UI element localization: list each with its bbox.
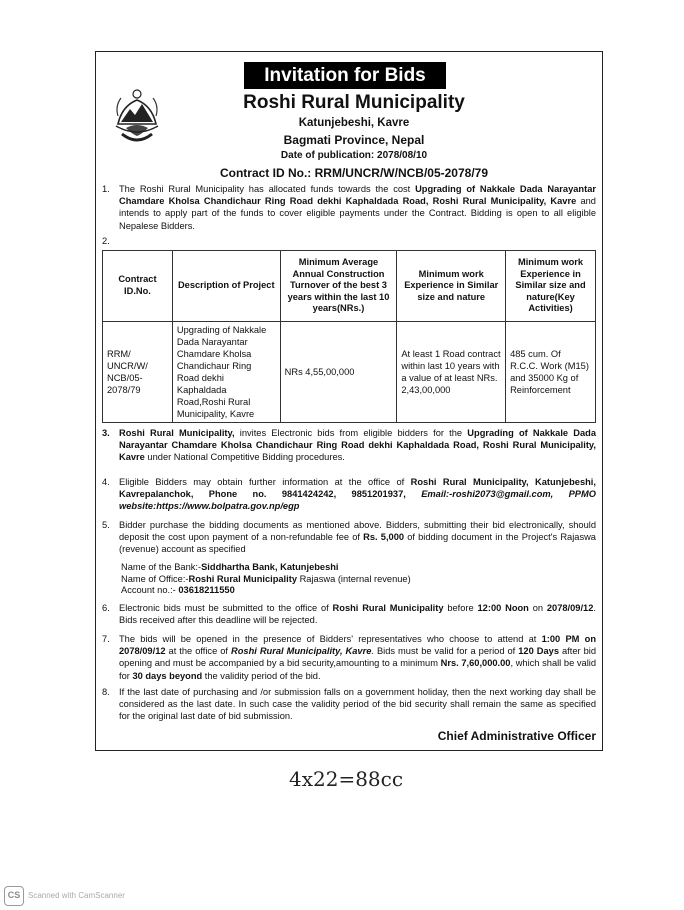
watermark-text: Scanned with CamScanner: [28, 891, 125, 900]
fee-amount: Rs. 5,000: [363, 532, 405, 543]
paragraph-number: 8.: [102, 687, 110, 697]
bank-details: [121, 562, 411, 597]
validity-period: 120 Days: [518, 646, 559, 657]
paragraph-number: 7.: [102, 634, 110, 644]
text: and intends to apply part of the funds to cover eligible payments under the Contract. Bidding is open to all eligible Nepalese Bidders.: [119, 196, 596, 231]
bid-notice: [95, 51, 603, 751]
email-website: Email:-roshi2073@gmail.com, PPMO website:https://www.bolpatra.gov.np/egp: [119, 489, 596, 512]
text: on: [528, 603, 547, 613]
paragraph-4: [102, 476, 596, 513]
paragraph-5: [102, 519, 596, 556]
project-name: Upgrading of Nakkale Dada Narayantar Chamdare Kholsa Chandichaur Ring Road dekhi Kaphaldada Road, Roshi Rural Municipality, Kavre: [119, 184, 596, 207]
column-header: Minimum work Experience in Similar size and nature(Key Activities): [506, 251, 596, 322]
camscanner-icon: CS: [4, 886, 24, 906]
text: If the last date of purchasing and /or submission falls on a government holiday, then the next working day shall be considered as the last date. In such case the validity period of the bid security shall remain the same as specified for the original last date of bid submission.: [119, 687, 596, 722]
bank-name: Siddhartha Bank, Katunjebeshi: [201, 562, 339, 572]
paragraph-1: [102, 183, 596, 232]
text: at the office of: [165, 646, 231, 657]
table-row: [103, 322, 596, 423]
text: under National Competitive Bidding procedures.: [144, 452, 345, 463]
paragraph-number: 1.: [102, 184, 110, 194]
text: 30 days beyond: [132, 670, 203, 681]
deadline-date: 2078/09/12: [546, 603, 594, 613]
text: The Roshi Rural Municipality has allocated funds towards the cost: [119, 184, 416, 194]
municipality-title: Roshi Rural Municipality: [243, 92, 465, 113]
column-header: Minimum Average Annual Construction Turnover of the best 3 years within the last 10 years(NRs.): [280, 251, 397, 322]
text: of bidding document in the Project's Rajaswa (revenue) account as specified: [119, 532, 596, 555]
paragraph-6: [102, 602, 596, 626]
text: Roshi Rural Municipality,: [119, 428, 235, 438]
paragraph-number: 4.: [102, 477, 110, 487]
text: [406, 489, 421, 499]
bid-security-amount: Nrs. 7,60,000.00: [440, 658, 511, 669]
text: Electronic bids must be submitted to the office of: [119, 603, 333, 613]
table-cell: NRs 4,55,00,000: [280, 322, 397, 423]
notice-banner: Invitation for Bids: [244, 62, 446, 89]
text: before: [443, 603, 478, 613]
paragraph-number: 3.: [102, 428, 110, 438]
paragraph-7: [102, 633, 596, 682]
project-name: Upgrading of Nakkale Dada Narayantar Chamdare Kholsa Chandichaur Ring Road dekhi Kaphaldada Road, Roshi Rural Municipality, Kavre: [119, 428, 596, 463]
paragraph-8: [102, 686, 596, 723]
label: Name of the Bank:-: [121, 562, 202, 572]
table-cell: Upgrading of Nakkale Dada Narayantar Chamdare Kholsa Chandichaur Ring Road dekhi Kaphaldada Road,Roshi Rural Municipality, Kavre: [172, 322, 280, 423]
deadline-time: 12:00 Noon: [477, 603, 529, 613]
table-cell: RRM/ UNCR/W/ NCB/05- 2078/79: [103, 322, 173, 423]
label: Name of Office:-: [121, 573, 189, 584]
table-cell: At least 1 Road contract within last 10 years with a value of at least NRs. 2,43,00,000: [397, 322, 506, 423]
table-cell: 485 cum. Of R.C.C. Work (M15) and 35000 Kg of Reinforcement: [506, 322, 596, 423]
bid-requirements-table: [102, 250, 596, 423]
paragraph-3: [102, 427, 596, 464]
opening-time: 1:00 PM on 2078/09/12: [119, 634, 597, 657]
text: Bidder purchase the bidding documents as mentioned above. Bidders, submitting their bid electronically, should deposit the cost upon payment of a non-refundable fee of: [119, 520, 596, 543]
label: Account no.:-: [121, 585, 179, 595]
text: Roshi Rural Municipality: [332, 603, 444, 613]
text: Rajaswa (internal revenue): [297, 573, 411, 584]
publication-date: Date of publication: 2078/08/10: [280, 150, 428, 161]
contract-id: Contract ID No.: RRM/UNCR/W/NCB/05-2078/79: [219, 166, 489, 180]
text: Roshi Rural Municipality, Kavre: [231, 646, 372, 657]
office-name: Roshi Rural Municipality: [188, 573, 297, 584]
signature-line: Chief Administrative Officer: [437, 729, 596, 743]
address-line: Katunjebeshi, Kavre: [298, 117, 410, 129]
account-number: 03618211550: [178, 585, 235, 595]
text: after bid opening and must be accompanied by a bid security,amounting to a minimum: [119, 646, 596, 669]
text: Eligible Bidders may obtain further information at the office of: [119, 477, 411, 487]
province-line: Bagmati Province, Nepal: [283, 133, 425, 147]
text: the validity period of the bid.: [202, 670, 321, 681]
text: invites Electronic bids from eligible bidders for the: [234, 428, 468, 438]
column-header: Description of Project: [172, 251, 280, 322]
paragraph-number: 5.: [102, 520, 110, 530]
paragraph-number: 2.: [102, 236, 110, 246]
column-header: Contract ID.No.: [103, 251, 173, 322]
table-header-row: [103, 251, 596, 322]
office-contact: Roshi Rural Municipality, Katunjebeshi, Kavrepalanchok, Phone no. 9841424242, 9851201937,: [119, 477, 596, 500]
text: . Bids received after this deadline will be rejected.: [119, 603, 596, 626]
handwritten-note: 4x22=88cc: [289, 767, 404, 791]
column-header: Minimum work Experience in Similar size and nature: [397, 251, 506, 322]
text: . Bids must be valid for a period of: [371, 646, 519, 657]
text: , which shall be valid for: [119, 658, 597, 681]
text: The bids will be opened in the presence of Bidders' representatives who choose to attend at: [119, 634, 542, 644]
paragraph-number: 6.: [102, 603, 110, 613]
